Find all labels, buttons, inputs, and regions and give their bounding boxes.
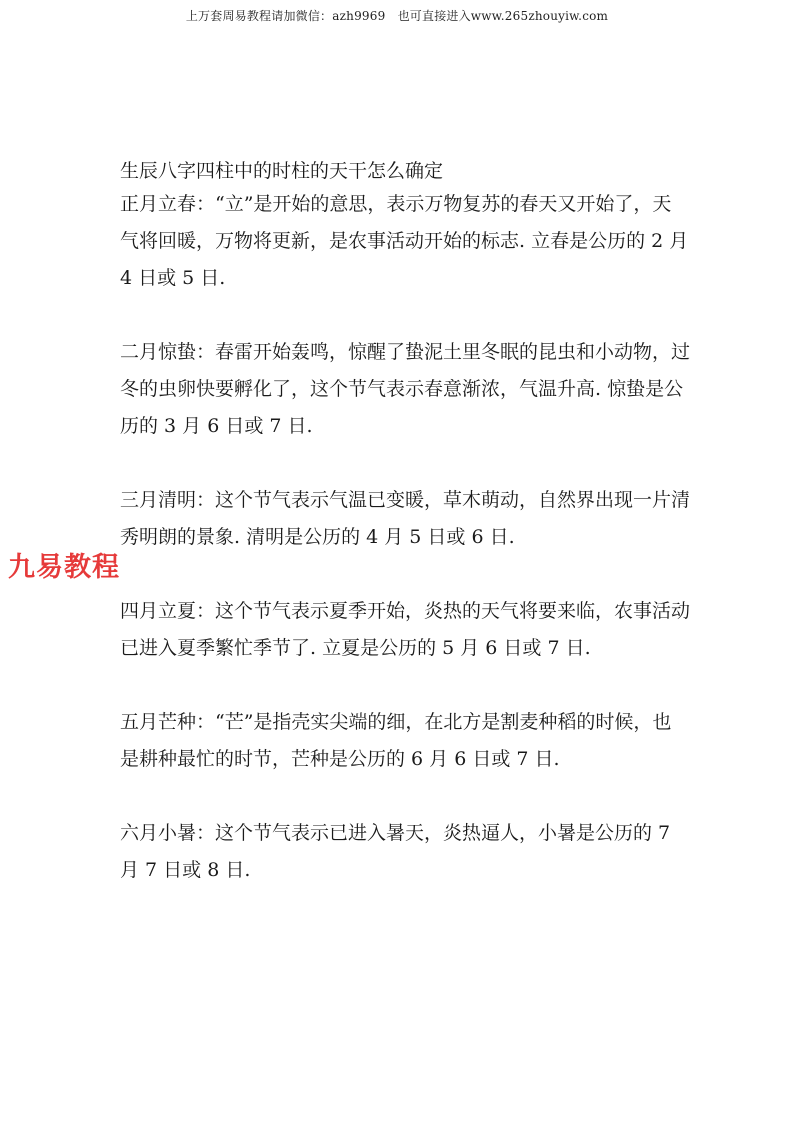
document-title: 生辰八字四柱中的时柱的天干怎么确定	[120, 160, 444, 182]
page-header-note: 上万套周易教程请加微信：azh9969 也可直接进入www.265zhouyiw.com	[185, 9, 609, 23]
paragraph-jingzhe: 二月惊蛰：春雷开始轰鸣，惊醒了蛰泥土里冬眠的昆虫和小动物，过冬的虫卵快要孵化了，这个节气表示春意渐浓，气温升高. 惊蛰是公历的 3 月 6 日或 7 日.	[120, 341, 691, 437]
paragraph-xiaoshu: 六月小暑：这个节气表示已进入暑天，炎热逼人，小暑是公历的 7 月 7 日或 8 日.	[120, 822, 671, 881]
document-body	[120, 156, 690, 889]
watermark-logo: 九易教程	[8, 552, 120, 583]
paragraph-lichun: 正月立春：“立”是开始的意思，表示万物复苏的春天又开始了，天气将回暖，万物将更新，是农事活动开始的标志. 立春是公历的 2 月 4 日或 5 日.	[120, 193, 689, 289]
paragraph-lixia: 四月立夏：这个节气表示夏季开始，炎热的天气将要来临，农事活动已进入夏季繁忙季节了. 立夏是公历的 5 月 6 日或 7 日.	[120, 600, 691, 659]
paragraph-qingming: 三月清明：这个节气表示气温已变暖，草木萌动，自然界出现一片清秀明朗的景象. 清明是公历的 4 月 5 日或 6 日.	[120, 489, 691, 548]
paragraph-mangzhong: 五月芒种：“芒”是指壳实尖端的细，在北方是割麦种稻的时候，也是耕种最忙的时节，芒种是公历的 6 月 6 日或 7 日.	[120, 711, 672, 770]
